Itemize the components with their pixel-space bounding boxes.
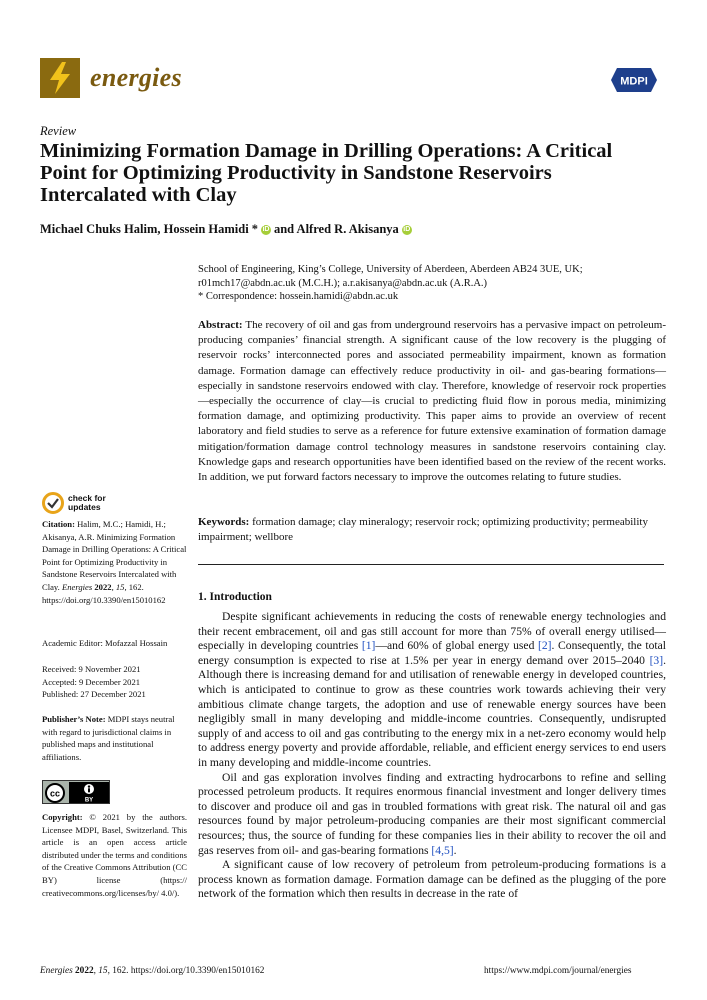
published-date: Published: 27 December 2021: [42, 689, 146, 700]
paragraph: A significant cause of low recovery of petroleum from petroleum-producing formations is a process known as formation damage. Formation damage can be defined as the plugging of the pore network of the formation which then results in decrease in the rate of: [198, 858, 666, 901]
journal-name: energies: [90, 63, 182, 92]
correspondence-mark: *: [251, 222, 258, 236]
affiliations: [198, 263, 668, 304]
check-for-updates-button[interactable]: [42, 492, 106, 514]
citation-label: Citation:: [42, 519, 75, 529]
citation-link[interactable]: [4,5]: [431, 843, 454, 857]
citation-link[interactable]: [3]: [649, 653, 664, 667]
footer-citation: Energies 2022, 15, 162. https://doi.org/10.3390/en15010162: [40, 966, 265, 976]
correspondence: * Correspondence: hossein.hamidi@abdn.ac.uk: [198, 291, 399, 302]
cc-by-license-badge[interactable]: [42, 780, 110, 804]
paragraph: Oil and gas exploration involves finding and extracting hydrocarbons to refine and selling processed petroleum products. It requires enormous financial investment and longer delivery times to discover and produce oil and gas in troubled formations with great risk. The natural oil and gas resources found by major petroleum-producing companies are their most significant commercial resources; thus, the source of funding for these companies lies in their ability to recover the oil and gas reserves from oil- and gas-bearing formations [4,5].: [198, 770, 666, 857]
mdpi-logo-text: MDPI: [620, 75, 648, 88]
paragraph: Despite significant achievements in reducing the costs of renewable energy technologies and their recent embracement, oil and gas still account for more than 75% of overall energy utilised—especially in developing countries [1]—and 60% of global energy used [2]. Consequently, the total energy consumption is expected to rise at 1.5% per year in energy demand over 2015–2040 [3]. Although there is increasing demand for and utilisation of renewable energy in developed countries, which is anticipated to continue to grow as these countries work towards achieving their very ambitious climate change targets, the adoption and use of renewable energy sources have been negligibly small in many developing and middle-income countries. Consequently, undisrupted supply of and access to oil and gas contributing to the energy mix in a net-zero economy would help to address energy poverty and provide affordable, reliable, and efficient energy services to end users in many developing and middle-income countries.: [198, 610, 666, 769]
svg-text:cc: cc: [49, 788, 61, 799]
abstract: [198, 318, 666, 485]
author-names-1: Michael Chuks Halim, Hossein Hamidi: [40, 222, 249, 236]
copyright: Copyright: © 2021 by the authors. Licensee MDPI, Basel, Switzerland. This article is an open access article distributed under the terms and conditions of the Creative Commons Attribution (CC BY) license (https:// creativecommons.org/licenses/by/ 4.0/).: [42, 812, 187, 898]
publishers-note: Publisher’s Note: MDPI stays neutral with regard to jurisdictional claims in published maps and institutional affiliations.: [42, 714, 175, 762]
author-emails: r01mch17@abdn.ac.uk (M.C.H.); a.r.akisanya@abdn.ac.uk (A.R.A.): [198, 277, 488, 289]
citation-link[interactable]: [2]: [538, 639, 552, 653]
abstract-label: Abstract:: [198, 319, 243, 331]
check-updates-label: check for updates: [68, 492, 106, 512]
article-type: Review: [40, 124, 77, 138]
accepted-date: Accepted: 9 December 2021: [42, 676, 141, 687]
journal-logo: [40, 58, 182, 98]
footer-journal-url[interactable]: https://www.mdpi.com/journal/energies: [484, 966, 632, 976]
orcid-icon[interactable]: iD: [262, 225, 270, 233]
lightning-icon: [40, 58, 80, 98]
section-divider: [198, 564, 664, 565]
citation-block: Citation: Halim, M.C.; Hamidi, H.; Akisanya, A.R. Minimizing Formation Damage in Drilling Operations: A Critical Point for Optimizing Productivity in Sandstone Reservoirs Intercalated with Clay. Energies 2022, 15, 162. https://doi.org/10.3390/en15010162: [42, 519, 187, 605]
article-title: Minimizing Formation Damage in Drilling Operations: A Critical Point for Optimizing Productivity in Sandstone Reservoirs Intercalated with Clay: [40, 140, 613, 206]
abstract-text: The recovery of oil and gas from underground reservoirs has a pervasive impact on petroleum-producing companies’ financial strength. A significant cause of the low recovery is the plugging of reservoir rocks’ interconnected pores and associated permeability impairment, known as formation damage. Formation damage can effectively reduce productivity in oil- and gas-bearing formations—especially in sandstone reservoirs endowed with clay. Therefore, knowledge of reservoir rock properties—especially the occurrence of clay—is crucial to predicting fluid flow in porous media, minimizing formation damage, and optimizing productivity. This paper aims to provide an overview of recent laboratory and field studies to serve as a reference for future extensive examination of formation damage mitigation/formation damage control technology measures in sandstone reservoirs containing clay. Knowledge gaps and research opportunities have been identified based on the review of the recent works. In addition, we put forward factors necessary to improve the outcomes relating to future studies.: [198, 319, 666, 484]
keywords-label: Keywords:: [198, 516, 250, 528]
keywords: [198, 515, 666, 545]
authors: [40, 222, 412, 237]
check-icon: [42, 492, 64, 514]
cc-badge-text: BY: [84, 797, 94, 804]
body-text: [198, 610, 666, 902]
affiliation-line: School of Engineering, King’s College, University of Aberdeen, Aberdeen AB24 3UE, UK;: [198, 264, 583, 275]
academic-editor: Academic Editor: Mofazzal Hossain: [42, 638, 168, 648]
received-date: Received: 9 November 2021: [42, 664, 141, 674]
dates: [42, 663, 187, 701]
orcid-icon[interactable]: iD: [403, 225, 411, 233]
keywords-text: formation damage; clay mineralogy; reservoir rock; optimizing productivity; permeability impairment; wellbore: [198, 516, 648, 544]
mdpi-logo: [611, 68, 657, 92]
section-heading: 1. Introduction: [198, 591, 272, 603]
author-names-2: and Alfred R. Akisanya: [273, 222, 399, 236]
citation-link[interactable]: [1]: [361, 639, 376, 653]
